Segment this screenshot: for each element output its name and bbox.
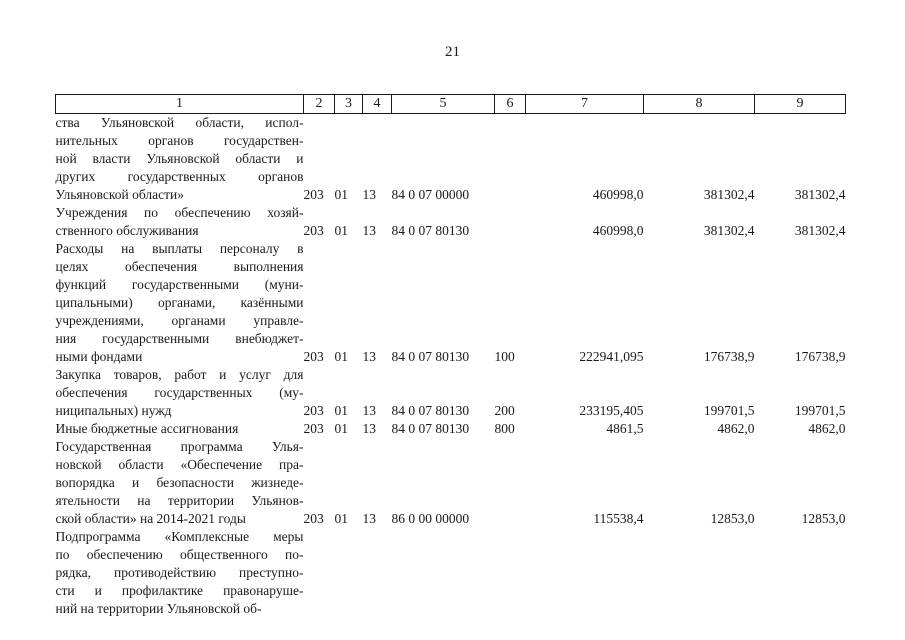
- expense-type-cell: 200: [494, 403, 515, 418]
- description-line: других государственных органов: [55, 169, 304, 184]
- section-code-cell: [335, 528, 363, 618]
- amount-col8-cell: 381302,4: [703, 187, 755, 202]
- amount-col9-cell: 381302,4: [794, 187, 846, 202]
- description-line: нительных органов государствен-: [55, 133, 304, 148]
- gr-code-cell: 203: [303, 187, 324, 202]
- description-line: по обеспечению общественного по-: [55, 547, 304, 562]
- description-line: рядка, противодействию преступно-: [55, 565, 304, 580]
- target-article-cell: [392, 528, 495, 618]
- table-body: [56, 114, 846, 619]
- amount-col8-cell: [644, 528, 755, 618]
- amount-col8-cell: 4862,0: [717, 421, 755, 436]
- description-line: Закупка товаров, работ и услуг для: [55, 367, 304, 382]
- table-row: [56, 114, 846, 205]
- target-article-cell: 84 0 07 00000: [391, 187, 470, 202]
- column-header-7: 7: [526, 95, 644, 114]
- amount-col7-cell: 222941,095: [579, 349, 644, 364]
- row-description: [56, 204, 304, 240]
- gr-code-cell: 203: [303, 403, 324, 418]
- description-line: ства Ульяновской области, испол-: [55, 115, 304, 130]
- description-line: ными фондами: [55, 349, 143, 364]
- amount-col9-cell: 12853,0: [801, 511, 846, 526]
- table-row: [56, 420, 846, 438]
- description-line: новской области «Обеспечение пра-: [55, 457, 304, 472]
- amount-col9-cell: 4862,0: [808, 421, 846, 436]
- row-description: [56, 114, 304, 205]
- table-row: [56, 366, 846, 420]
- expense-type-cell: 800: [494, 421, 515, 436]
- amount-col8-cell: 199701,5: [703, 403, 755, 418]
- column-header-2: 2: [304, 95, 335, 114]
- subsection-code-cell: 13: [362, 421, 376, 436]
- description-line: обеспечения государственных (му-: [55, 385, 304, 400]
- section-code-cell: 01: [334, 349, 348, 364]
- description-line: целях обеспечения выполнения: [55, 259, 304, 274]
- table-row: [56, 438, 846, 528]
- amount-col8-cell: 176738,9: [703, 349, 755, 364]
- amount-col7-cell: 4861,5: [606, 421, 644, 436]
- amount-col9-cell: [755, 528, 846, 618]
- description-line: Подпрограмма «Комплексные меры: [55, 529, 304, 544]
- target-article-cell: 84 0 07 80130: [391, 349, 470, 364]
- row-description: [56, 366, 304, 420]
- subsection-code-cell: 13: [362, 349, 376, 364]
- description-line: ятельности на территории Ульянов-: [55, 493, 304, 508]
- description-line: Ульяновской области»: [55, 187, 185, 202]
- section-code-cell: 01: [334, 187, 348, 202]
- description-line: Учреждения по обеспечению хозяй-: [55, 205, 304, 220]
- description-line: функций государственными (муни-: [55, 277, 304, 292]
- gr-code-cell: 203: [303, 511, 324, 526]
- description-line: ственного обслуживания: [55, 223, 199, 238]
- gr-code-cell: 203: [303, 223, 324, 238]
- column-header-1: 1: [56, 95, 304, 114]
- column-header-9: 9: [755, 95, 846, 114]
- description-line: ной власти Ульяновской области и: [55, 151, 304, 166]
- amount-col9-cell: 199701,5: [794, 403, 846, 418]
- description-line: вопорядка и безопасности жизнеде-: [55, 475, 304, 490]
- amount-col7-cell: 460998,0: [592, 187, 644, 202]
- description-line: Расходы на выплаты персоналу в: [55, 241, 304, 256]
- subsection-code-cell: 13: [362, 403, 376, 418]
- description-line: учреждениями, органами управле-: [55, 313, 304, 328]
- table-row: [56, 240, 846, 366]
- gr-code-cell: [304, 528, 335, 618]
- subsection-code-cell: 13: [362, 187, 376, 202]
- amount-col9-cell: 176738,9: [794, 349, 846, 364]
- row-description: [56, 240, 304, 366]
- amount-col7-cell: 460998,0: [592, 223, 644, 238]
- row-description: [56, 528, 304, 618]
- subsection-code-cell: 13: [362, 511, 376, 526]
- expense-type-cell: [495, 204, 526, 240]
- budget-table: [55, 94, 846, 618]
- description-line: ской области» на 2014-2021 годы: [55, 511, 246, 526]
- amount-col9-cell: 381302,4: [794, 223, 846, 238]
- subsection-code-cell: [363, 528, 392, 618]
- expense-type-cell: [495, 114, 526, 205]
- description-line: Иные бюджетные ассигнования: [55, 421, 239, 436]
- target-article-cell: 86 0 00 00000: [391, 511, 470, 526]
- amount-col7-cell: 115538,4: [593, 511, 644, 526]
- section-code-cell: 01: [334, 223, 348, 238]
- row-description: [56, 438, 304, 528]
- target-article-cell: 84 0 07 80130: [391, 223, 470, 238]
- section-code-cell: 01: [334, 403, 348, 418]
- column-header-8: 8: [644, 95, 755, 114]
- table-row: [56, 528, 846, 618]
- page-number: 21: [445, 44, 460, 60]
- expense-type-cell: 100: [494, 349, 515, 364]
- description-line: ниципальных) нужд: [55, 403, 172, 418]
- column-header-3: 3: [335, 95, 363, 114]
- column-header-6: 6: [495, 95, 526, 114]
- gr-code-cell: 203: [303, 349, 324, 364]
- gr-code-cell: 203: [303, 421, 324, 436]
- column-header-4: 4: [363, 95, 392, 114]
- amount-col7-cell: [526, 528, 644, 618]
- description-line: Государственная программа Улья-: [55, 439, 304, 454]
- description-line: ципальными) органами, казёнными: [55, 295, 304, 310]
- section-code-cell: 01: [334, 421, 348, 436]
- description-line: ния государственными внебюджет-: [55, 331, 304, 346]
- expense-type-cell: [495, 438, 526, 528]
- target-article-cell: 84 0 07 80130: [391, 421, 470, 436]
- table-row: [56, 204, 846, 240]
- subsection-code-cell: 13: [362, 223, 376, 238]
- column-header-5: 5: [392, 95, 495, 114]
- description-line: сти и профилактике правонаруше-: [55, 583, 304, 598]
- amount-col8-cell: 12853,0: [710, 511, 755, 526]
- expense-type-cell: [495, 528, 526, 618]
- table-header-row: [56, 95, 846, 114]
- row-description: [56, 420, 304, 438]
- amount-col7-cell: 233195,405: [579, 403, 644, 418]
- amount-col8-cell: 381302,4: [703, 223, 755, 238]
- target-article-cell: 84 0 07 80130: [391, 403, 470, 418]
- section-code-cell: 01: [334, 511, 348, 526]
- description-line: ний на территории Ульяновской об-: [55, 601, 262, 616]
